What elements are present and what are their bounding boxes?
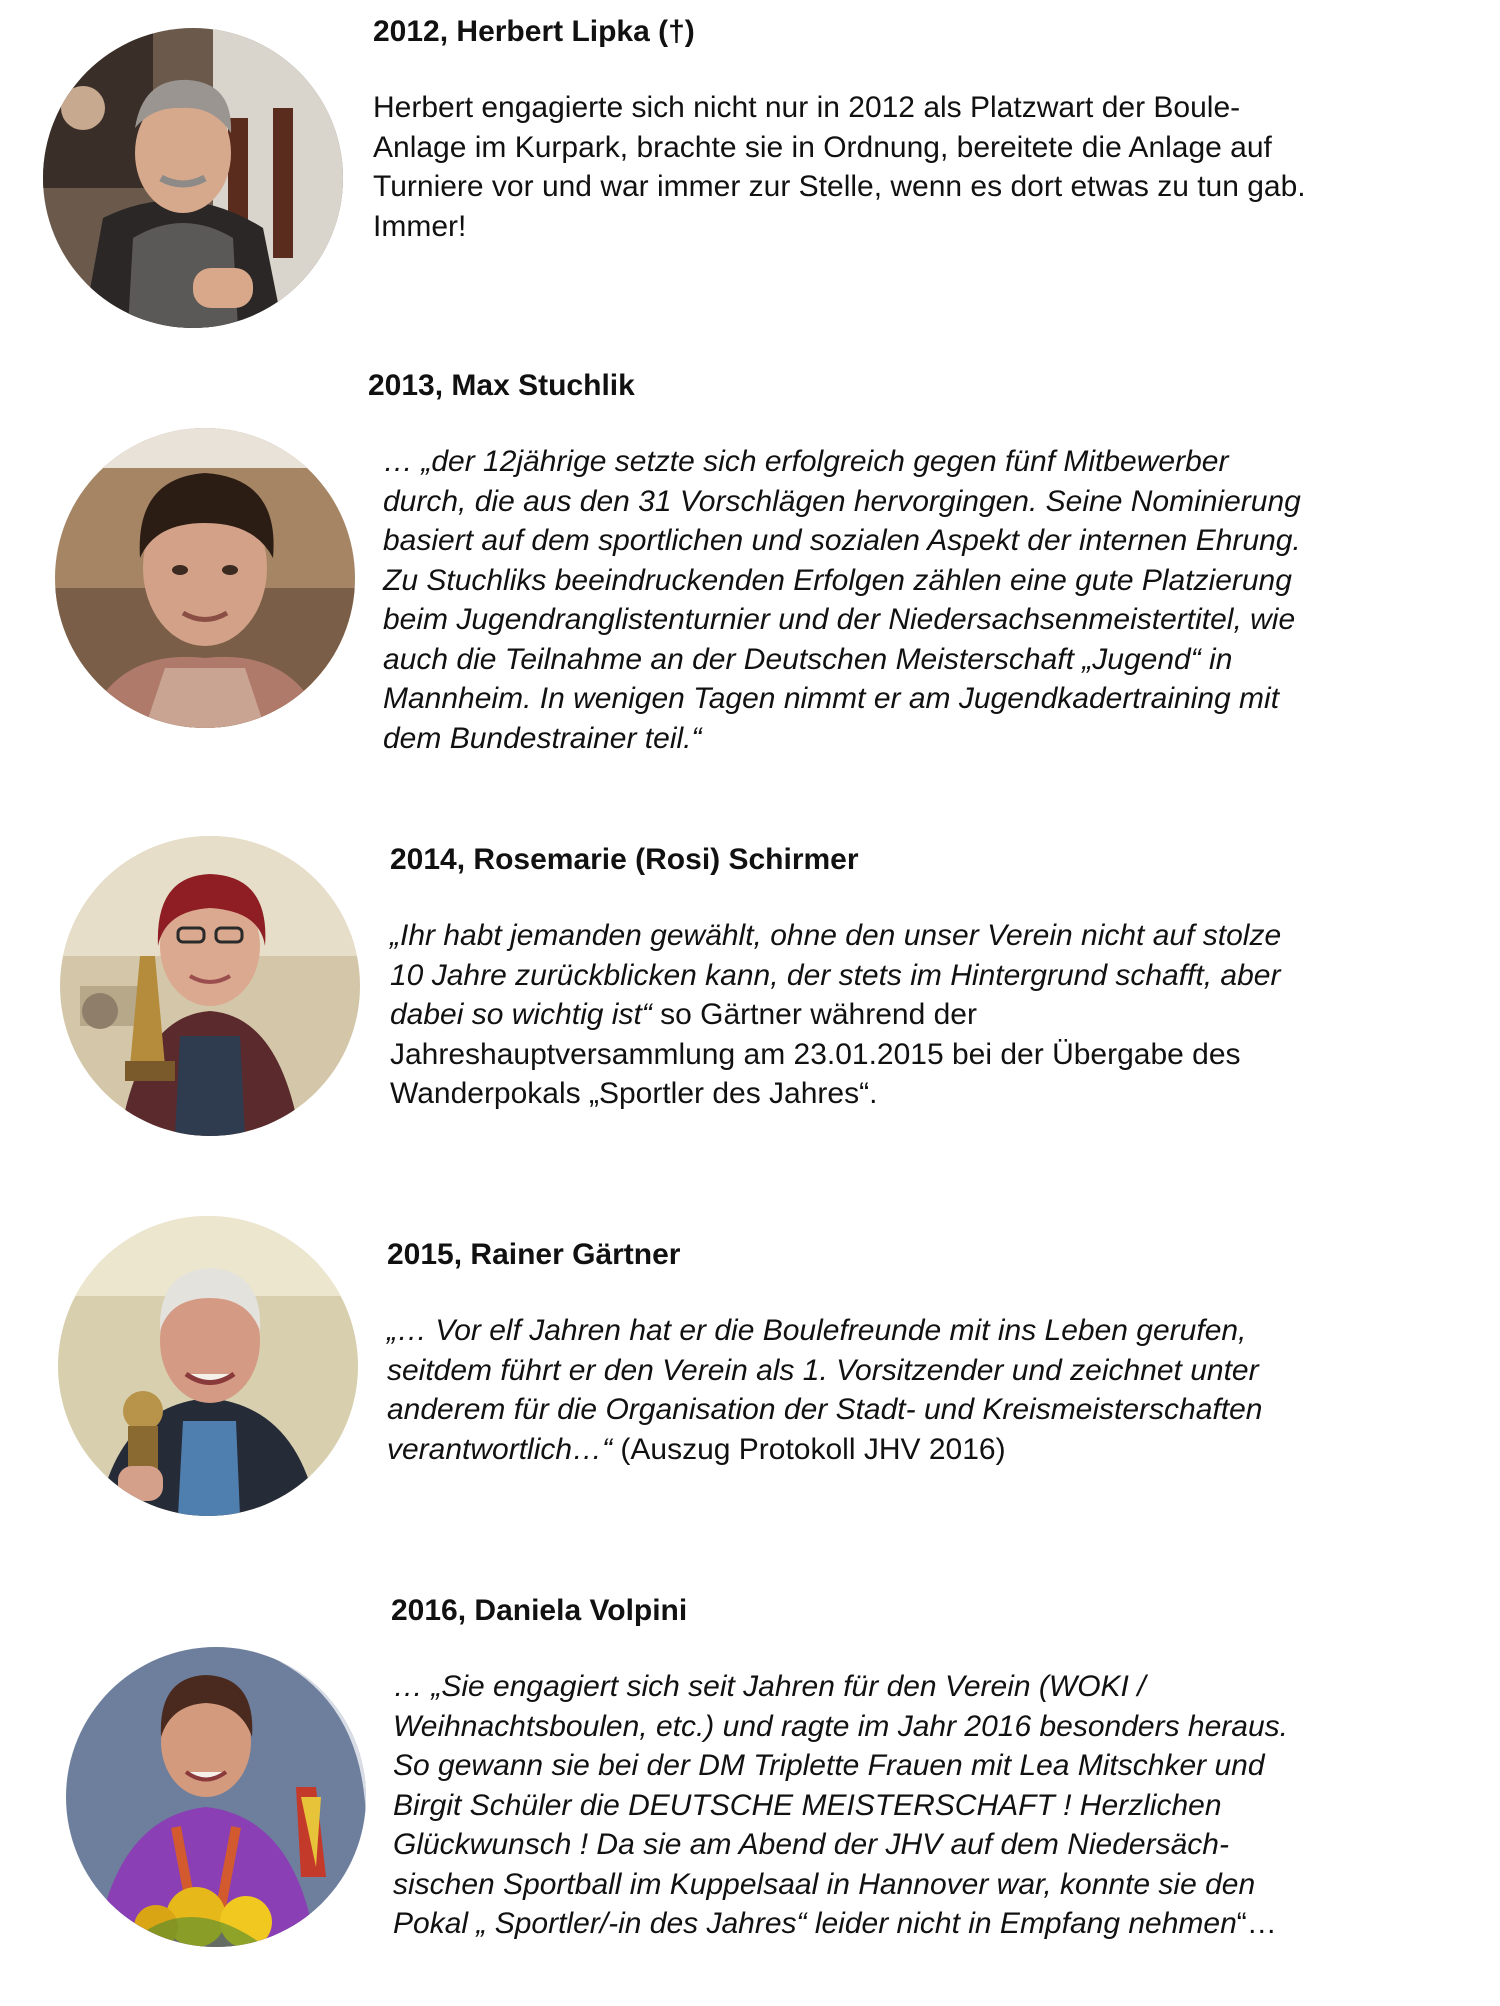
entry-title: 2016, Daniela Volpini [391,1594,688,1627]
entry-text: „… Vor elf Jahren hat er die Boulefreunde mit ins Leben gerufen, seitdem führt er den Verein als 1. Vorsitzender und zeichnet unter anderem für die Organisation der Stadt- und Kreismeisterschaften verantwortlich…“ (Auszug Protokoll JHV 2016) [387,1314,1263,1466]
photo-max-stuchlik [55,428,355,728]
portrait-woman-trophy-icon [60,836,360,1136]
entry-2014 [390,842,1281,1114]
entry-2015 [387,1237,1262,1469]
portrait-boy-icon [55,428,355,728]
portrait-woman-flowers-icon [66,1647,366,1947]
portrait-elderly-man-icon [43,28,343,328]
entry-text: Herbert engagierte sich nicht nur in 2012 als Platzwart der Boule- Anlage im Kurpark, brachte sie in Ordnung, bereitete die Anlage auf Turniere vor und war immer zur Stelle, wenn es dort etwas zu tun gab. Immer! [373,91,1306,243]
entry-text: … „der 12jährige setzte sich erfolgreich gegen fünf Mitbewerber durch, die aus den 31 Vorschlägen hervorgingen. Seine Nominierung basiert auf dem sportlichen und sozialen Aspekt der internen Ehrung. Zu Stuchliks beeindruckenden Erfolgen zählen eine gute Platzierung beim Jugendranglistenturnier und der Niedersachsenmeistertitel, wie auch die Teilnahme an der Deutschen Meisterschaft „Jugend“ in Mannheim. In wenigen Tagen nimmt er am Jugendkadertraining mit dem Bundestrainer teil.“ [383,445,1301,755]
entry-title: 2013, Max Stuchlik [368,369,635,402]
entry-text: „Ihr habt jemanden gewählt, ohne den unser Verein nicht auf stolze 10 Jahre zurückblicken kann, der stets im Hintergrund schafft, aber dabei so wichtig ist“ so Gärtner während der Jahreshauptversammlung am 23.01.2015 bei der Übergabe des Wanderpokals „Sportler des Jahres“. [390,919,1282,1110]
entry-2013 [368,368,1301,758]
portrait-man-trophy-icon [58,1216,358,1516]
photo-herbert-lipka [43,28,343,328]
entry-title: 2015, Rainer Gärtner [387,1238,681,1271]
entry-2012 [373,14,1306,246]
entry-2016 [391,1593,1288,1944]
entry-title: 2014, Rosemarie (Rosi) Schirmer [390,843,859,876]
photo-rosemarie-schirmer [60,836,360,1136]
entry-title: 2012, Herbert Lipka (†) [373,15,695,48]
photo-daniela-volpini [66,1647,366,1947]
photo-rainer-gaertner [58,1216,358,1516]
entry-text: … „Sie engagiert sich seit Jahren für den Verein (WOKI / Weihnachtsboulen, etc.) und ragte im Jahr 2016 besonders heraus. So gewann sie bei der DM Triplette Frauen mit Lea Mitschker und Birgit Schüler die DEUTSCHE MEISTERSCHAFT ! Herzlichen Glückwunsch ! Da sie am Abend der JHV auf dem Niedersäch- sischen Sportball im Kuppelsaal in Hannover war, konnte sie den Pokal „ Sportler/-in des Jahres“ leider nicht in Empfang nehmen“… [393,1670,1288,1940]
